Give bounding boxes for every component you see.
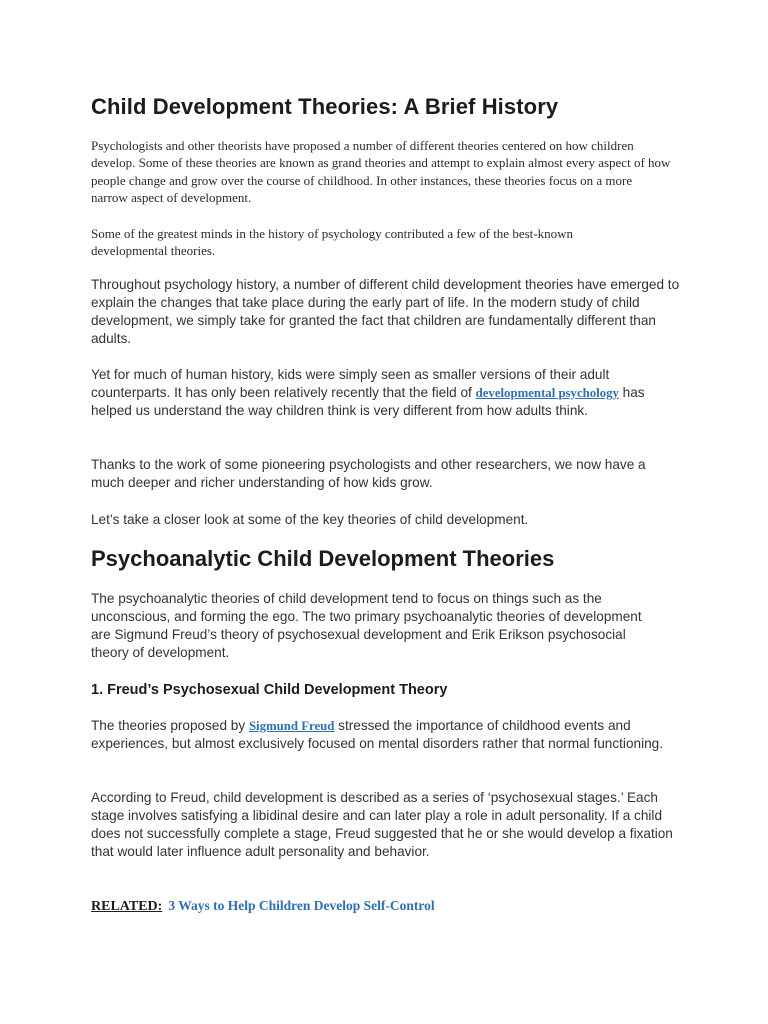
related-line (91, 898, 671, 915)
freud-text-before: The theories proposed by (91, 718, 249, 733)
freud-text-after: stressed the importance of childhood events and experiences, but almost exclusively focused on mental disorders rather that normal functioning. (91, 718, 663, 751)
subsection-heading: 1. Freud’s Psychosexual Child Development Theory (91, 682, 448, 698)
related-article-link[interactable]: 3 Ways to Help Children Develop Self-Control (168, 898, 435, 913)
section-heading: Psychoanalytic Child Development Theories (91, 546, 555, 571)
freud-paragraph-1 (91, 717, 681, 753)
body-paragraph-3: Thanks to the work of some pioneering psychologists and other researchers, we now have a much deeper and richer understanding of how kids grow. (91, 457, 646, 490)
section-paragraph: The psychoanalytic theories of child development tend to focus on things such as the unconscious, and forming the ego. The two primary psychoanalytic theories of development are Sigmund Freud’s theory of psychosexual development and Erik Erikson psychosocial theory of development. (91, 591, 642, 660)
paragraph-2-text-after: has helped us understand the way children think is very different from how adults think. (91, 385, 645, 418)
body-paragraph-1: Throughout psychology history, a number of different child development theories have emerged to explain the changes that take place during the early part of life. In the modern study of child development, we simply take for granted the fact that children are fundamentally different than adults. (91, 277, 680, 346)
page-title: Child Development Theories: A Brief History (91, 94, 559, 119)
related-label: RELATED: (91, 899, 163, 914)
intro-paragraph-1: Psychologists and other theorists have proposed a number of different theories centered on how children develop. Some of these theories are known as grand theories and attempt to explain almost every aspect of how people change and grow over the course of childhood. In other instances, these theories focus on a more narrow aspect of development. (91, 138, 671, 205)
paragraph-2-text-before: Yet for much of human history, kids were simply seen as smaller versions of their adult counterparts. It has only been relatively recently that the field of (91, 367, 610, 400)
sigmund-freud-link[interactable]: Sigmund Freud (248, 719, 335, 733)
intro-paragraph-2: Some of the greatest minds in the history of psychology contributed a few of the best-known developmental theories. (91, 226, 573, 259)
body-paragraph-2 (91, 366, 681, 420)
body-paragraph-4: Let’s take a closer look at some of the key theories of child development. (91, 512, 529, 527)
freud-paragraph-2: According to Freud, child development is described as a series of ‘psychosexual stages.’ Each stage involves satisfying a libidinal desire and can later play a role in adult personality. If a child does not successfully complete a stage, Freud suggested that he or she would develop a fixation that would later influence adult personality and behavior. (91, 790, 673, 859)
developmental-psychology-link[interactable]: developmental psychology (475, 386, 619, 400)
